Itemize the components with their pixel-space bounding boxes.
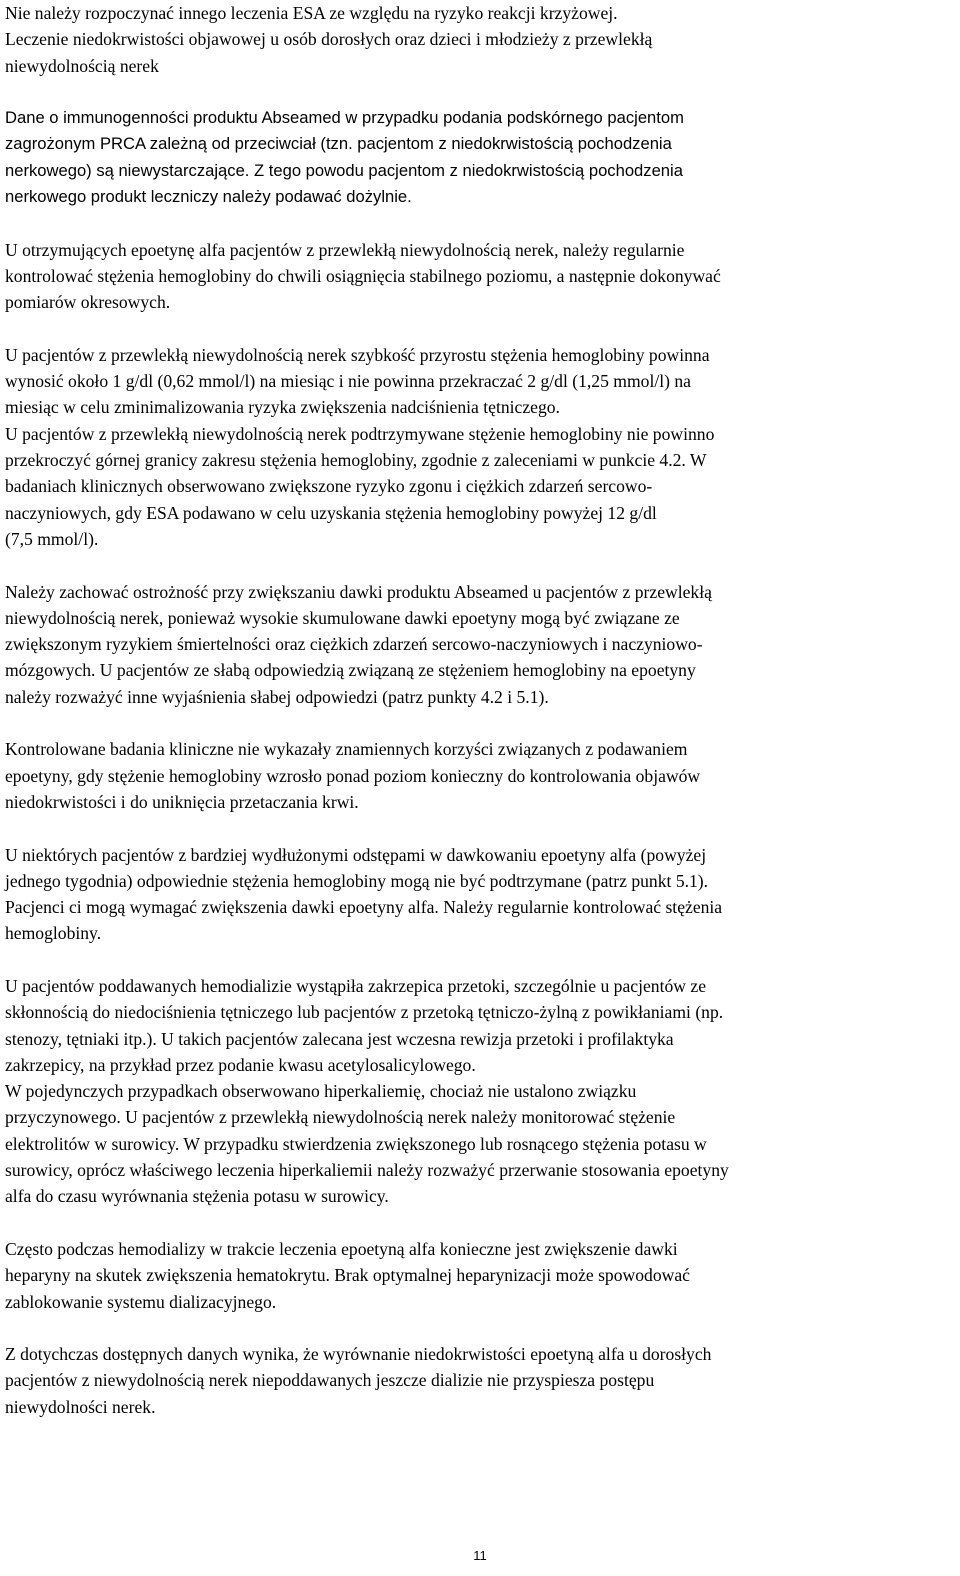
paragraph-line: Pacjenci ci mogą wymagać zwiększenia dawki epoetyny alfa. Należy regularnie kontrolować stężenia (5, 897, 723, 918)
paragraph-line: Często podczas hemodializy w trakcie leczenia epoetyną alfa konieczne jest zwiększenie dawki (5, 1238, 678, 1259)
paragraph-line: Kontrolowane badania kliniczne nie wykazały znamiennych korzyści związanych z podawaniem (5, 739, 688, 760)
paragraph-line: pomiarów okresowych. (5, 292, 171, 313)
paragraph-line: przekroczyć górnej granicy zakresu stężenia hemoglobiny, zgodnie z zaleceniami w punkcie 4.2. W (5, 450, 707, 471)
section-heading: Leczenie niedokrwistości objawowej u osób dorosłych oraz dzieci i młodzieży z przewlekłą (5, 29, 653, 50)
paragraph-line: U pacjentów z przewlekłą niewydolnością nerek szybkość przyrostu stężenia hemoglobiny powinna (5, 344, 710, 365)
paragraph-line: Dane o immunogenności produktu Abseamed w przypadku podania podskórnego pacjentom (5, 108, 684, 128)
paragraph-line: badaniach klinicznych obserwowano zwiększone ryzyko zgonu i ciężkich zdarzeń sercowo- (5, 476, 653, 497)
paragraph-line: zwiększonym ryzykiem śmiertelności oraz ciężkich zdarzeń sercowo-naczyniowych i naczyniowo- (5, 634, 703, 655)
paragraph-line: niedokrwistości i do uniknięcia przetaczania krwi. (5, 791, 359, 812)
paragraph-line: jednego tygodnia) odpowiednie stężenia hemoglobiny mogą nie być podtrzymane (patrz punkt 5.1). (5, 870, 709, 891)
paragraph-line: (7,5 mmol/l). (5, 528, 99, 549)
document-page (5, 0, 951, 1420)
paragraph-line: U pacjentów poddawanych hemodializie wystąpiła zakrzepica przetoki, szczególnie u pacjentów ze (5, 975, 707, 996)
paragraph-line: U otrzymujących epoetynę alfa pacjentów z przewlekłą niewydolnością nerek, należy regularnie (5, 239, 685, 260)
paragraph-line: W pojedynczych przypadkach obserwowano hiperkaliemię, chociaż nie ustalono związku (5, 1081, 637, 1102)
paragraph-line: miesiąc w celu zminimalizowania ryzyka zwiększenia nadciśnienia tętniczego. (5, 397, 560, 418)
paragraph-line: skłonnością do niedociśnienia tętniczego lub pacjentów z przetoką tętniczo-żylną z powikłaniami (np. (5, 1002, 724, 1023)
paragraph-line: epoetyny, gdy stężenie hemoglobiny wzrosło ponad poziom konieczny do kontrolowania objawów (5, 765, 701, 786)
paragraph-line: wynosić około 1 g/dl (0,62 mmol/l) na miesiąc i nie powinna przekraczać 2 g/dl (1,25 mmol/l) na (5, 371, 691, 392)
paragraph-line: hemoglobiny. (5, 923, 102, 944)
paragraph-line: stenozy, tętniaki itp.). U takich pacjentów zalecana jest wczesna rewizja przetoki i profilaktyka (5, 1028, 674, 1049)
paragraph-line: U pacjentów z przewlekłą niewydolnością nerek podtrzymywane stężenie hemoglobiny nie powinno (5, 423, 715, 444)
page-number: 11 (473, 1548, 487, 1563)
paragraph-line: nerkowego produkt leczniczy należy podawać dożylnie. (5, 187, 412, 207)
paragraph-line: zagrożonym PRCA zależną od przeciwciał (tzn. pacjentom z niedokrwistością pochodzenia (5, 134, 672, 154)
paragraph-line: heparyny na skutek zwiększenia hematokrytu. Brak optymalnej heparynizacji może spowodować (5, 1265, 690, 1286)
paragraph-line: kontrolować stężenia hemoglobiny do chwili osiągnięcia stabilnego poziomu, a następnie dokonywać (5, 265, 721, 286)
paragraph-line: zablokowanie systemu dializacyjnego. (5, 1291, 277, 1312)
paragraph-line: Nie należy rozpoczynać innego leczenia ESA ze względu na ryzyko reakcji krzyżowej. (5, 3, 618, 23)
paragraph-line: elektrolitów w surowicy. W przypadku stwierdzenia zwiększonego lub rosnącego stężenia potasu w (5, 1133, 707, 1154)
paragraph-line: mózgowych. U pacjentów ze słabą odpowiedzią związaną ze stężeniem hemoglobiny na epoetyny (5, 660, 696, 681)
paragraph-line: niewydolności nerek. (5, 1396, 156, 1417)
paragraph-line: nerkowego) są niewystarczające. Z tego powodu pacjentom z niedokrwistością pochodzenia (5, 160, 683, 180)
paragraph-line: U niektórych pacjentów z bardziej wydłużonymi odstępami w dawkowaniu epoetyny alfa (powyżej (5, 844, 707, 865)
paragraph-line: Z dotychczas dostępnych danych wynika, że wyrównanie niedokrwistości epoetyną alfa u dorosłych (5, 1344, 712, 1365)
paragraph-line: pacjentów z niewydolnością nerek niepoddawanych jeszcze dializie nie przyspiesza postępu (5, 1370, 655, 1391)
paragraph-line: zakrzepicy, na przykład przez podanie kwasu acetylosalicylowego. (5, 1054, 476, 1075)
paragraph-line: naczyniowych, gdy ESA podawano w celu uzyskania stężenia hemoglobiny powyżej 12 g/dl (5, 502, 657, 523)
paragraph-line: surowicy, oprócz właściwego leczenia hiperkaliemii należy rozważyć przerwanie stosowania epoetyny (5, 1160, 729, 1181)
paragraph-line: alfa do czasu wyrównania stężenia potasu w surowicy. (5, 1186, 389, 1207)
section-heading: niewydolnością nerek (5, 55, 159, 76)
paragraph-line: przyczynowego. U pacjentów z przewlekłą niewydolnością nerek należy monitorować stężenie (5, 1107, 676, 1128)
paragraph-line: niewydolnością nerek, ponieważ wysokie skumulowane dawki epoetyny mogą być związane ze (5, 607, 680, 628)
paragraph-line: należy rozważyć inne wyjaśnienia słabej odpowiedzi (patrz punkty 4.2 i 5.1). (5, 686, 549, 707)
paragraph-line: Należy zachować ostrożność przy zwiększaniu dawki produktu Abseamed u pacjentów z przewlekłą (5, 581, 712, 602)
